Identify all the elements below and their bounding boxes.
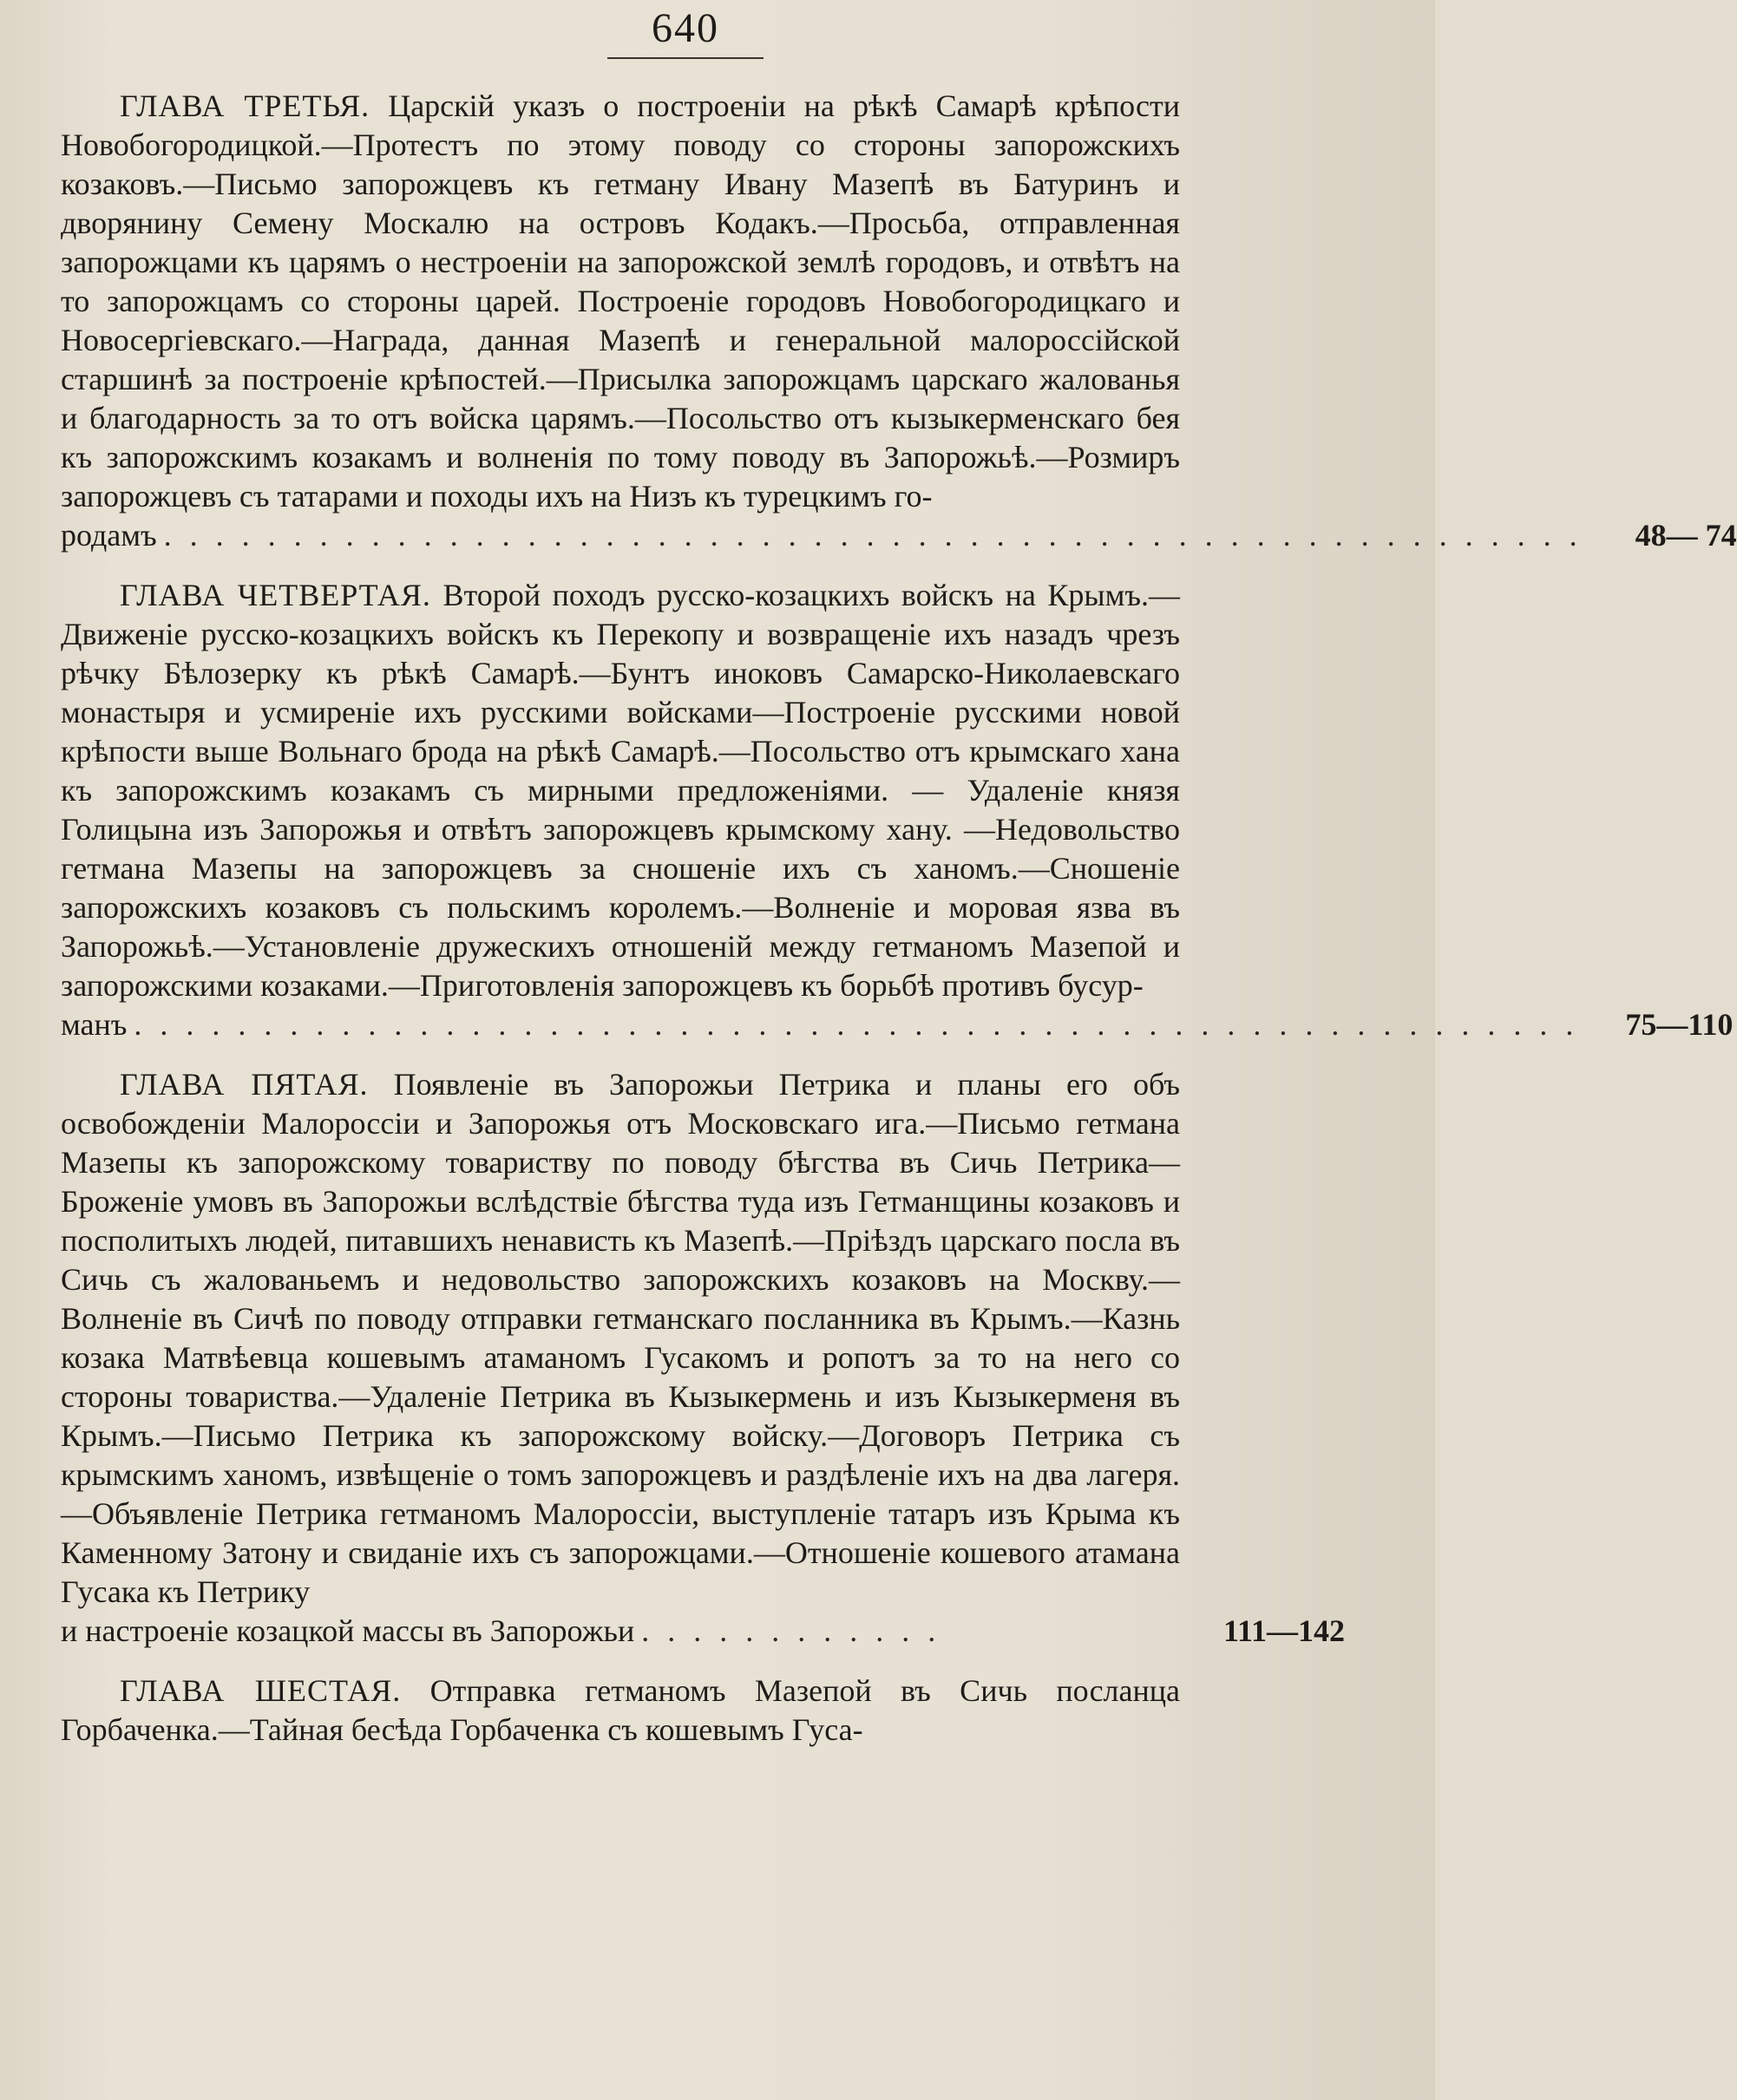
chapter-summary: Царскій указъ о построеніи на рѣкѣ Самарѣ крѣпости Новобогородицкой.—Протестъ по этому поводу со стороны запорожскихъ козаковъ.—Письмо запорожцевъ къ гетману Ивану Мазепѣ въ Батуринъ и дворянину Семену Москалю на островъ Кодакъ.—Просьба, отправленная запорожцами къ царямъ о нестроеніи на запорожской землѣ городовъ, и отвѣтъ на то запорожцамъ со стороны царей. Построеніе городовъ Новобогородицкаго и Новосергіевскаго.—Награда, данная Мазепѣ и генеральной малороссійской старшинѣ за построеніе крѣпостей.—Присылка запорожцамъ царскаго жалованья и благодарность за то отъ войска царямъ.—Посольство отъ кызыкерменскаго бея къ запорожскимъ козакамъ и волненія по тому поводу въ Запорожьѣ.—Розмиръ запорожцевъ съ татарами и походы ихъ на Низъ къ турецкимъ го- — [61, 88, 1180, 514]
summary-last-line: родамъ — [61, 518, 157, 553]
chapter-heading: ГЛАВА ТРЕТЬЯ. — [120, 88, 370, 123]
page-range: 48— 74 — [1635, 518, 1737, 553]
chapter-heading: ГЛАВА ЧЕТВЕРТАЯ. — [120, 578, 431, 612]
chapter-summary: Появленіе въ Запорожьи Петрика и планы его объ освобожденіи Малороссіи и Запорожья отъ Московскаго ига.—Письмо гетмана Мазепы къ запорожскому товариству по поводу бѣгства въ Сичь Петрика—Броженіе умовъ въ Запорожьи вслѣдствіе бѣгства туда изъ Гетманщины козаковъ и посполитыхъ людей, питавшихъ ненависть къ Мазепѣ.—Пріѣздъ царскаго посла въ Сичь съ жалованьемъ и недовольство запорожскихъ козаковъ на Москву.—Волненіе въ Сичѣ по поводу отправки гетманскаго посланника въ Крымъ.—Казнь козака Матвѣевца кошевымъ атаманомъ Гусакомъ и ропотъ за то на него со стороны товариства.—Удаленіе Петрика въ Кызыкермень и изъ Кызыкерменя въ Крымъ.—Письмо Петрика къ запорожскому войску.—Договоръ Петрика съ крымскимъ ханомъ, извѣщеніе о томъ запорожцевъ и раздѣленіе ихъ на два лагеря.—Объявленіе Петрика гетманомъ Малороссіи, выступленіе татаръ изъ Крыма къ Каменному Затону и свиданіе ихъ съ запорожцами.—Отношеніе кошевого атамана Гусака къ Петрику — [61, 1067, 1181, 1609]
toc-entry-chapter-6 — [61, 1671, 1345, 1750]
leader-row — [61, 516, 1737, 555]
entry-text — [61, 576, 1180, 1005]
chapter-heading: ГЛАВА ПЯТАЯ. — [120, 1067, 369, 1102]
chapter-summary: Второй походъ русско-козацкихъ войскъ на Крымъ.—Движеніе русско-козацкихъ войскъ къ Перекопу и возвращеніе ихъ назадъ чрезъ рѣчку Бѣлозерку къ рѣкѣ Самарѣ.—Бунтъ иноковъ Самарско-Николаевскаго монастыря и усмиреніе ихъ русскими войсками—Построеніе русскими новой крѣпости выше Вольнаго брода на рѣкѣ Самарѣ.—Посольство отъ крымскаго хана къ запорожскимъ козакамъ съ мирными предложеніями. — Удаленіе князя Голицына изъ Запорожья и отвѣтъ запорожцевъ крымскому хану. —Недовольство гетмана Мазепы на запорожцевъ за сношеніе ихъ съ ханомъ.—Сношеніе запорожскихъ козаковъ съ польскимъ королемъ.—Волненіе и моровая язва въ Запорожьѣ.—Установленіе дружескихъ отношеній между гетманомъ Мазепой и запорожскими козаками.—Приготовленія запорожцевъ къ борьбѣ противъ бусур- — [61, 578, 1180, 1003]
toc-entry-chapter-4 — [61, 576, 1734, 1044]
dot-leader: . . . . . . . . . . . . — [641, 1613, 941, 1648]
toc-entry-chapter-3 — [61, 87, 1737, 555]
leader-row — [61, 1612, 1345, 1651]
dot-leader: . . . . . . . . . . . . . . . . . . . . . . . . . . . . . . . . . . . . . . . . . . . . . . . . . . . . . . . — [163, 518, 1583, 553]
page-range: 111—142 — [1222, 1613, 1345, 1648]
chapter-heading: ГЛАВА ШЕСТАЯ. — [120, 1673, 402, 1708]
page-number-rule — [607, 57, 764, 59]
entry-text — [61, 1065, 1180, 1612]
page-number: 640 — [652, 5, 719, 51]
toc-entry-chapter-5 — [61, 1065, 1345, 1651]
leader-row — [61, 1005, 1734, 1044]
page-range: 75—110 — [1625, 1007, 1734, 1042]
dot-leader: . . . . . . . . . . . . . . . . . . . . . . . . . . . . . . . . . . . . . . . . . . . . . . . . . . . . . . . . — [134, 1007, 1579, 1042]
entry-text — [61, 1671, 1180, 1750]
chapter-summary: Отправка гетманомъ Мазепой въ Сичь посланца Горбаченка.—Тайная бесѣда Горбаченка съ кошевымъ Гуса- — [61, 1673, 1181, 1747]
table-of-contents — [61, 87, 1737, 1770]
entry-text — [61, 87, 1180, 516]
summary-last-line: и настроеніе козацкой массы въ Запорожьи — [61, 1613, 635, 1648]
summary-last-line: манъ — [61, 1007, 128, 1042]
